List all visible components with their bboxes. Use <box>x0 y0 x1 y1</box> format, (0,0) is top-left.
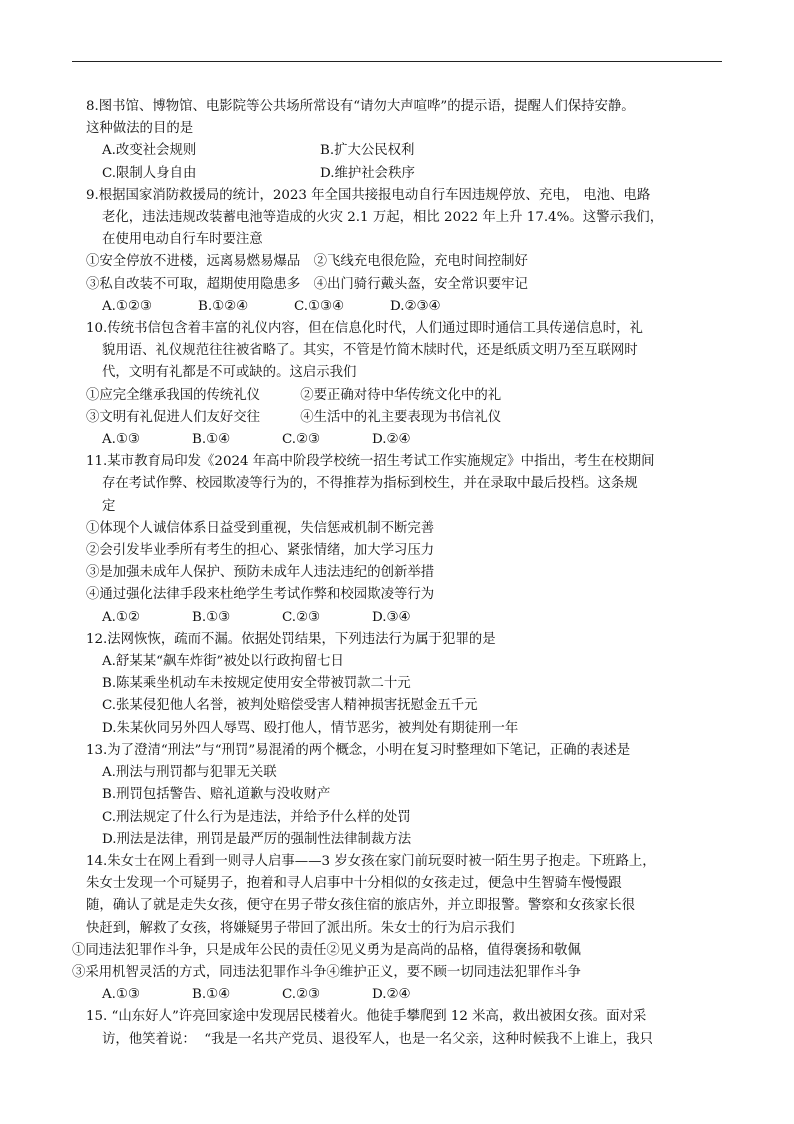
option-d: D.②③④ <box>390 298 441 314</box>
option-c: C.张某侵犯他人名誉，被判处赔偿受害人精神损害抚慰金五千元 <box>102 698 478 714</box>
option-row <box>72 429 732 451</box>
statement-item: ①应完全继承我国的传统礼仪 ②要正确对待中华传统文化中的礼 <box>86 387 502 403</box>
option-a: A.改变社会规则 <box>102 143 197 159</box>
option-d: D.朱某伙同另外四人辱骂、殴打他人，情节恶劣，被判处有期徒刑一年 <box>102 720 519 736</box>
question-10 <box>72 318 732 451</box>
option-row <box>72 140 732 162</box>
question-stem: 存在考试作弊、校园欺凌等行为的，不得推荐为指标到校生，并在录取中最后投档。这条规 <box>102 476 638 492</box>
question-list <box>72 96 732 1051</box>
option-c: C.②③ <box>282 609 321 625</box>
option-a: A.刑法与刑罚都与犯罪无关联 <box>102 765 277 781</box>
statement-item: ②会引发毕业季所有考生的担心、紧张情绪，加大学习压力 <box>86 543 435 559</box>
option-b: B.①②④ <box>198 298 249 314</box>
question-stem: 8.图书馆、博物馆、电影院等公共场所常设有“请勿大声喧哗”的提示语，提醒人们保持安静。 <box>86 99 635 114</box>
option-a: A.①②③ <box>102 298 152 314</box>
statement-item: ①安全停放不进楼，远离易燃易爆品 ②飞线充电很危险，充电时间控制好 <box>86 254 528 270</box>
statement-item: ①同违法犯罪作斗争，只是成年公民的责任②见义勇为是高尚的品格，值得褒扬和敬佩 <box>72 942 581 958</box>
question-stem: 14.朱女士在网上看到一则寻人启事——3 岁女孩在家门前玩耍时被一陌生男子抱走。下班路上， <box>86 853 656 869</box>
question-stem: 11.某市教育局印发《2024 年高中阶段学校统一招生考试工作实施规定》中指出，考生在校期间 <box>86 454 655 470</box>
question-stem: 貌用语、礼仪规范往往被省略了。其实，不管是竹简木牍时代，还是纸质文明乃至互联网时 <box>102 343 638 359</box>
question-stem: 代，文明有礼都是不可或缺的。这启示我们 <box>102 365 357 381</box>
question-stem: 快赶到，解救了女孩，将嫌疑男子带回了派出所。朱女士的行为启示我们 <box>86 920 515 936</box>
statement-item: ④通过强化法律手段来杜绝学生考试作弊和校园欺凌等行为 <box>86 587 435 603</box>
statement-item: ③文明有礼促进人们友好交往 ④生活中的礼主要表现为书信礼仪 <box>86 409 502 425</box>
option-b: B.①④ <box>192 432 231 448</box>
question-stem: 访，他笑着说： “我是一名共产党员、退役军人，也是一名父亲，这种时候我不上谁上，我只 <box>102 1031 653 1047</box>
option-row <box>72 607 732 629</box>
option-b: B.陈某乘坐机动车未按规定使用安全带被罚款二十元 <box>102 676 411 692</box>
question-11 <box>72 451 732 629</box>
option-a: A.舒某某“飙车炸街”被处以行政拘留七日 <box>102 654 344 670</box>
question-stem: 老化，违法违规改装蓄电池等造成的火灾 2.1 万起，相比 2022 年上升 17.4%。这警示我们， <box>102 210 664 226</box>
option-c: C.②③ <box>282 432 321 448</box>
option-d: D.②④ <box>372 987 411 1003</box>
question-14 <box>72 851 732 1006</box>
option-a: A.①③ <box>102 987 140 1003</box>
option-b: B.刑罚包括警告、赔礼道歉与没收财产 <box>102 787 331 803</box>
statement-item: ①体现个人诚信体系日益受到重视，失信惩戒机制不断完善 <box>86 520 435 536</box>
question-stem: 13.为了澄清“刑法”与“刑罚”易混淆的两个概念，小明在复习时整理如下笔记，正确的表述是 <box>86 742 631 758</box>
option-c: C.限制人身自由 <box>102 165 197 181</box>
option-c: C.刑法规定了什么行为是违法，并给予什么样的处罚 <box>102 809 411 825</box>
option-c: C.①③④ <box>294 298 345 314</box>
question-stem: 15. “山东好人”许亮回家途中发现居民楼着火。他徒手攀爬到 12 米高，救出被困女孩。面对采 <box>86 1009 647 1025</box>
option-d: D.③④ <box>372 609 411 625</box>
question-15 <box>72 1006 732 1050</box>
question-12 <box>72 629 732 740</box>
question-9 <box>72 185 732 318</box>
question-stem: 定 <box>102 498 116 514</box>
question-stem: 9.根据国家消防救援局的统计，2023 年全国共接报电动自行车因违规停放、充电， 电池、电路 <box>86 187 651 203</box>
option-a: A.①② <box>102 609 140 625</box>
header-rule <box>72 61 722 62</box>
option-c: C.②③ <box>282 987 321 1003</box>
question-stem: 这种做法的目的是 <box>86 121 194 137</box>
question-stem: 在使用电动自行车时要注意 <box>102 232 263 248</box>
option-a: A.①③ <box>102 432 140 448</box>
option-b: B.①③ <box>192 609 231 625</box>
option-d: D.刑法是法律，刑罚是最严厉的强制性法律制裁方法 <box>102 831 412 847</box>
option-row <box>72 163 732 185</box>
question-stem: 12.法网恢恢，疏而不漏。依据处罚结果，下列违法行为属于犯罪的是 <box>86 631 496 647</box>
option-row <box>72 984 732 1006</box>
option-b: B.①④ <box>192 987 231 1003</box>
statement-item: ③是加强未成年人保护、预防未成年人违法违纪的创新举措 <box>86 565 435 581</box>
option-row <box>72 296 732 318</box>
statement-item: ③私自改装不可取，超期使用隐患多 ④出门骑行戴头盔，安全常识要牢记 <box>86 276 528 292</box>
question-8 <box>72 96 732 185</box>
question-stem: 随，确认了就是走失女孩，便守在男子带女孩住宿的旅店外，并立即报警。警察和女孩家长很 <box>86 898 636 914</box>
option-d: D.②④ <box>372 432 411 448</box>
question-13 <box>72 740 732 851</box>
question-stem: 朱女士发现一个可疑男子，抱着和寻人启事中十分相似的女孩走过，便急中生智骑车慢慢跟 <box>86 876 622 892</box>
question-stem: 10.传统书信包含着丰富的礼仪内容，但在信息化时代，人们通过即时通信工具传递信息时，礼 <box>86 321 643 337</box>
option-d: D.维护社会秩序 <box>320 165 415 181</box>
option-b: B.扩大公民权利 <box>320 143 415 159</box>
statement-item: ③采用机智灵活的方式，同违法犯罪作斗争④维护正义，要不顾一切同违法犯罪作斗争 <box>72 964 581 980</box>
